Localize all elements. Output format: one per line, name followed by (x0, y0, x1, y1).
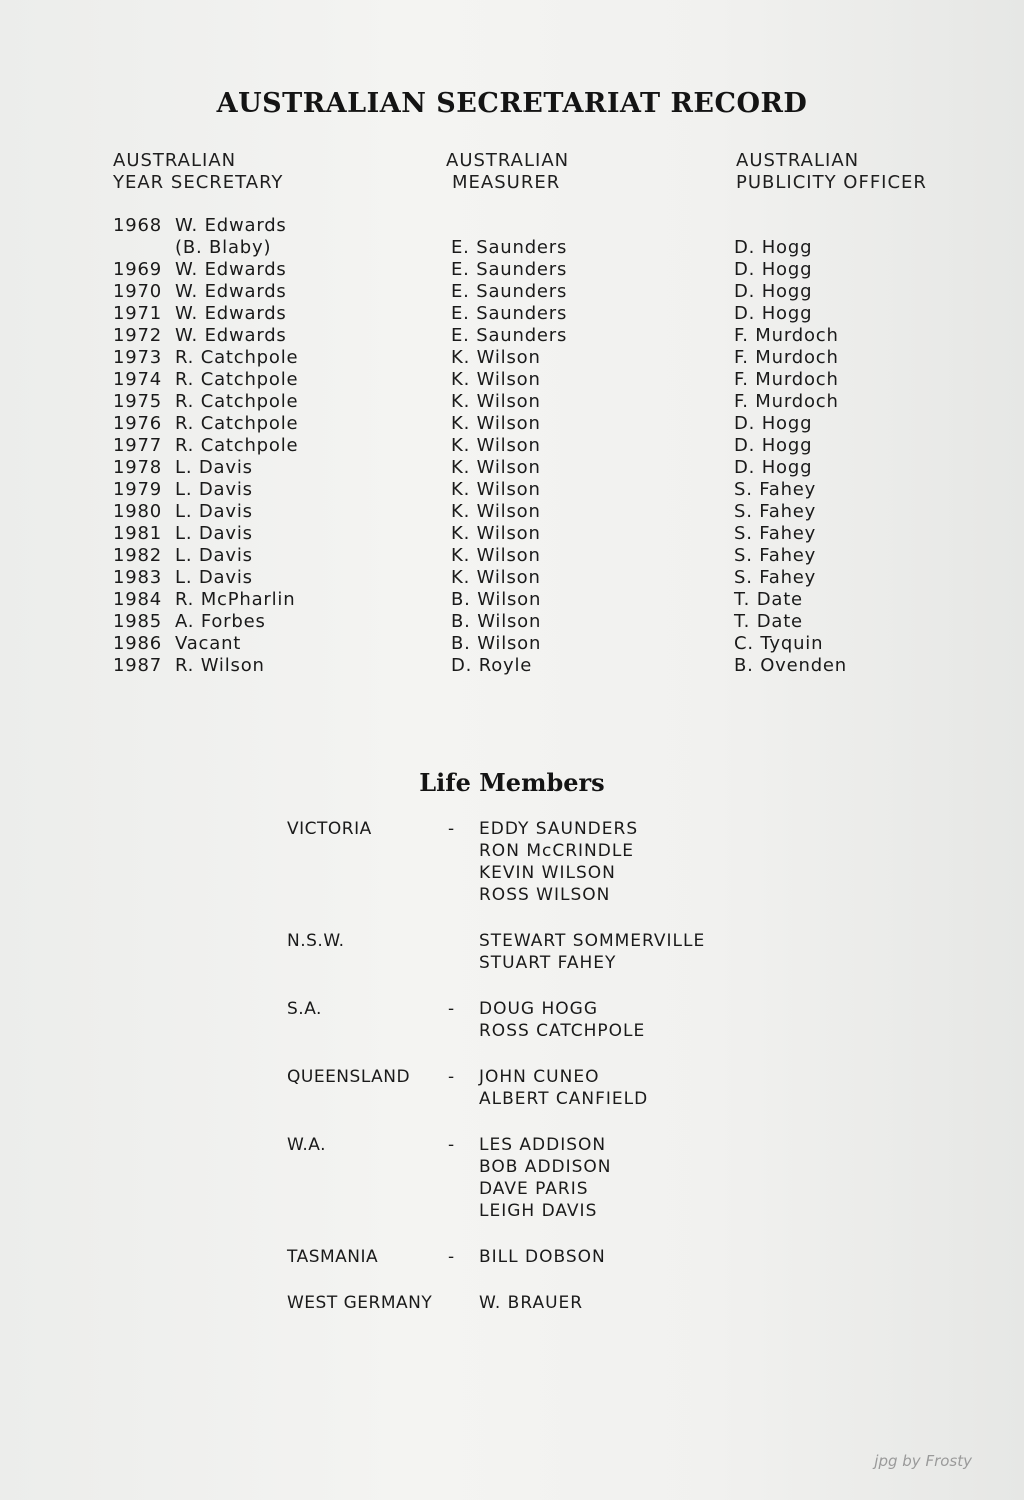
secretary-cell: R. Catchpole (175, 413, 299, 434)
table-row (0, 281, 1024, 303)
publicity-cell: T. Date (734, 611, 803, 632)
measurer-cell: B. Wilson (451, 611, 542, 632)
secretary-cell: R. McPharlin (175, 589, 296, 610)
header-publicity: AUSTRALIAN PUBLICITY OFFICER (736, 150, 927, 193)
life-members-title: Life Members (419, 768, 605, 797)
year-cell: 1977 (113, 435, 163, 456)
measurer-cell: D. Royle (451, 655, 533, 676)
secretary-cell: W. Edwards (175, 281, 287, 302)
secretary-cell: R. Catchpole (175, 369, 299, 390)
measurer-cell: B. Wilson (451, 633, 542, 654)
table-row (0, 303, 1024, 325)
member-dash: - (448, 1067, 455, 1087)
publicity-cell: T. Date (734, 589, 803, 610)
member-names (479, 818, 638, 906)
table-row (0, 479, 1024, 501)
member-name: EDDY SAUNDERS (479, 819, 639, 839)
table-row (0, 435, 1024, 457)
table-row (0, 611, 1024, 633)
member-name: STUART FAHEY (479, 953, 617, 973)
secretary-cell: W. Edwards (175, 325, 287, 346)
year-cell: 1984 (113, 589, 163, 610)
measurer-cell: B. Wilson (451, 589, 542, 610)
year-cell: 1980 (113, 501, 163, 522)
measurer-cell: E. Saunders (451, 259, 568, 280)
publicity-cell: D. Hogg (734, 457, 813, 478)
publicity-cell: S. Fahey (734, 523, 817, 544)
measurer-cell: E. Saunders (451, 237, 568, 258)
measurer-cell: K. Wilson (451, 435, 541, 456)
secretary-cell: R. Catchpole (175, 347, 299, 368)
table-row (0, 413, 1024, 435)
member-name: ALBERT CANFIELD (479, 1089, 649, 1109)
secretary-cell: L. Davis (175, 457, 253, 478)
secretary-cell: L. Davis (175, 523, 253, 544)
measurer-cell: K. Wilson (451, 523, 541, 544)
publicity-cell: F. Murdoch (734, 325, 839, 346)
year-cell: 1972 (113, 325, 163, 346)
measurer-cell: K. Wilson (451, 413, 541, 434)
year-cell: 1982 (113, 545, 163, 566)
secretary-cell: Vacant (175, 633, 242, 654)
header-measurer: AUSTRALIAN MEASURER (446, 150, 570, 193)
member-name: DAVE PARIS (479, 1179, 589, 1199)
year-cell: 1987 (113, 655, 163, 676)
member-names (479, 1292, 583, 1314)
year-cell: 1975 (113, 391, 163, 412)
table-row (0, 589, 1024, 611)
measurer-cell: E. Saunders (451, 303, 568, 324)
member-state: S.A. (287, 999, 322, 1019)
publicity-cell: S. Fahey (734, 501, 817, 522)
year-cell: 1983 (113, 567, 163, 588)
publicity-cell: D. Hogg (734, 237, 813, 258)
table-row (0, 237, 1024, 259)
member-names (479, 1066, 648, 1110)
publicity-cell: F. Murdoch (734, 347, 839, 368)
publicity-cell: D. Hogg (734, 281, 813, 302)
year-cell: 1986 (113, 633, 163, 654)
publicity-cell: S. Fahey (734, 479, 817, 500)
year-cell: 1970 (113, 281, 163, 302)
member-name: LEIGH DAVIS (479, 1201, 598, 1221)
secretary-cell: W. Edwards (175, 215, 287, 236)
table-row (0, 325, 1024, 347)
table-row (0, 545, 1024, 567)
member-state: N.S.W. (287, 931, 345, 951)
year-cell: 1973 (113, 347, 163, 368)
table-row (0, 369, 1024, 391)
member-name: DOUG HOGG (479, 999, 599, 1019)
member-name: JOHN CUNEO (479, 1067, 600, 1087)
member-names (479, 1134, 612, 1222)
member-state: TASMANIA (287, 1247, 379, 1267)
table-row (0, 457, 1024, 479)
measurer-cell: K. Wilson (451, 347, 541, 368)
member-name: BILL DOBSON (479, 1247, 606, 1267)
table-row (0, 655, 1024, 677)
member-state: VICTORIA (287, 819, 372, 839)
year-cell: 1978 (113, 457, 163, 478)
table-row (0, 347, 1024, 369)
member-dash: - (448, 1247, 455, 1267)
publicity-cell: S. Fahey (734, 545, 817, 566)
publicity-cell: F. Murdoch (734, 369, 839, 390)
publicity-cell: B. Ovenden (734, 655, 848, 676)
table-row (0, 215, 1024, 237)
member-names (479, 930, 705, 974)
table-row (0, 501, 1024, 523)
secretary-cell: L. Davis (175, 545, 253, 566)
member-name: RON McCRINDLE (479, 841, 635, 861)
table-row (0, 633, 1024, 655)
watermark: jpg by Frosty (874, 1452, 972, 1470)
year-cell: 1985 (113, 611, 163, 632)
year-cell: 1969 (113, 259, 163, 280)
member-name: LES ADDISON (479, 1135, 607, 1155)
year-cell: 1971 (113, 303, 163, 324)
measurer-cell: K. Wilson (451, 457, 541, 478)
member-dash: - (448, 1135, 455, 1155)
secretary-cell: L. Davis (175, 479, 253, 500)
measurer-cell: K. Wilson (451, 501, 541, 522)
table-row (0, 259, 1024, 281)
secretary-cell: R. Catchpole (175, 391, 299, 412)
table-row (0, 391, 1024, 413)
publicity-cell: S. Fahey (734, 567, 817, 588)
member-name: ROSS CATCHPOLE (479, 1021, 646, 1041)
member-state: QUEENSLAND (287, 1067, 411, 1087)
publicity-cell: D. Hogg (734, 435, 813, 456)
secretary-cell: A. Forbes (175, 611, 266, 632)
publicity-cell: D. Hogg (734, 259, 813, 280)
member-dash: - (448, 999, 455, 1019)
member-name: BOB ADDISON (479, 1157, 612, 1177)
measurer-cell: E. Saunders (451, 281, 568, 302)
table-row (0, 523, 1024, 545)
year-cell: 1968 (113, 215, 163, 236)
year-cell: 1976 (113, 413, 163, 434)
publicity-cell: C. Tyquin (734, 633, 824, 654)
secretary-cell: L. Davis (175, 567, 253, 588)
page-title: AUSTRALIAN SECRETARIAT RECORD (216, 88, 808, 119)
member-names (479, 1246, 606, 1268)
measurer-cell: E. Saunders (451, 325, 568, 346)
member-name: STEWART SOMMERVILLE (479, 931, 706, 951)
member-name: W. BRAUER (479, 1293, 584, 1313)
measurer-cell: K. Wilson (451, 567, 541, 588)
member-names (479, 998, 645, 1042)
member-state: W.A. (287, 1135, 326, 1155)
measurer-cell: K. Wilson (451, 391, 541, 412)
year-cell: 1979 (113, 479, 163, 500)
secretary-cell: R. Wilson (175, 655, 265, 676)
year-cell: 1974 (113, 369, 163, 390)
publicity-cell: D. Hogg (734, 303, 813, 324)
measurer-cell: K. Wilson (451, 369, 541, 390)
measurer-cell: K. Wilson (451, 479, 541, 500)
record-table (0, 215, 1024, 677)
member-dash: - (448, 819, 455, 839)
header-secretary: AUSTRALIAN YEAR SECRETARY (113, 150, 284, 193)
table-row (0, 567, 1024, 589)
measurer-cell: K. Wilson (451, 545, 541, 566)
secretary-cell: R. Catchpole (175, 435, 299, 456)
secretary-cell: W. Edwards (175, 303, 287, 324)
publicity-cell: D. Hogg (734, 413, 813, 434)
publicity-cell: F. Murdoch (734, 391, 839, 412)
member-name: KEVIN WILSON (479, 863, 616, 883)
secretary-cell: W. Edwards (175, 259, 287, 280)
member-state: WEST GERMANY (287, 1293, 433, 1313)
secretary-cell: (B. Blaby) (175, 237, 272, 258)
secretary-cell: L. Davis (175, 501, 253, 522)
year-cell: 1981 (113, 523, 163, 544)
member-name: ROSS WILSON (479, 885, 611, 905)
